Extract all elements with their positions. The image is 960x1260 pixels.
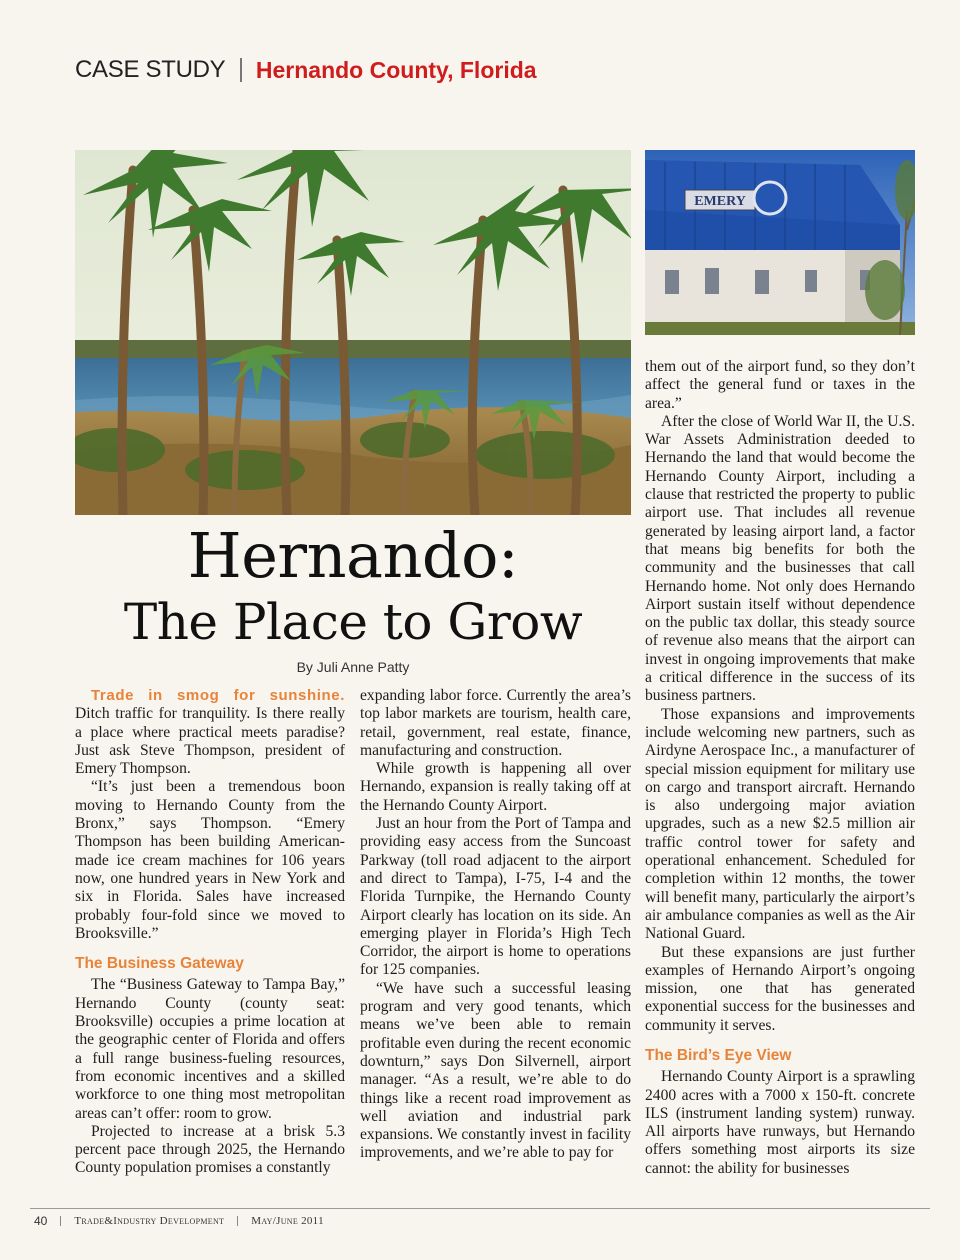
paragraph [75,687,345,778]
paragraph: them out of the airport fund, so they don’t affect the general fund or taxes in the area.” [645,358,915,412]
paragraph: But these expansions are just further examples of Hernando Airport’s ongoing mission, one that has generated exponential success for the businesses and community it serves. [645,943,915,1034]
article-title [75,520,631,652]
paragraph: “We have such a successful leasing program and very good tenants, which means we’ve been able to remain profitable even during the recent economic downturn,” says Don Silvernell, airport manager. “As a result, we’re able to do things like a recent road improvement as well aviation and industrial park expansions. We constantly invest in facility improvements, and we’re able to pay for [360,979,631,1162]
magazine-name: Trade&Industry Development [74,1215,225,1227]
subheading: The Bird’s Eye View [645,1046,792,1064]
paragraph-text: Ditch traffic for tranquility. Is there really a place where practical meets paradise? Just ask Steve Thompson, president of Emery Thompson. [75,705,345,778]
section-label: CASE STUDY [75,56,226,83]
header-divider [240,58,242,82]
building-sign-text: EMERY [694,194,746,209]
palm-trees-photo [75,150,631,515]
footer-separator [237,1216,238,1226]
paragraph: While growth is happening all over Hernando, expansion is really taking off at the Hernando County Airport. [360,760,631,814]
title-line-2: The Place to Grow [123,593,583,651]
paragraph: Projected to increase at a brisk 5.3 percent pace through 2025, the Hernando County population promises a constantly [75,1122,345,1177]
page-footer [34,1214,324,1228]
page-header [75,54,537,86]
article-column-1 [75,687,345,1178]
byline: By Juli Anne Patty [296,659,410,675]
paragraph: “It’s just been a tremendous boon moving to Hernando County from the Bronx,” says Thompson. “Emery Thompson has been building American-made ice cream machines for 106 years now, one hundred years in New York and six in Florida. Sales have increased probably four-fold since we moved to Brooksville.” [75,778,345,942]
footer-divider [30,1208,930,1209]
lead-in: Trade in smog for sunshine. [91,687,345,704]
location-label: Hernando County, Florida [255,56,537,83]
footer-separator [60,1216,61,1226]
issue-date: May/June 2011 [251,1215,324,1227]
article-column-2 [360,687,631,1163]
subheading: The Business Gateway [75,955,244,973]
title-line-1: Hernando: [187,519,519,592]
paragraph: After the close of World War II, the U.S. War Assets Administration deeded to Hernando the land that would become the Hernando County Airport, including a clause that restricted the property to public airport use. That includes all revenue generated by leasing airport land, a factor that means big benefits for both the community and the businesses that call Hernando home. Not only does Hernando Airport sustain itself without dependence on the public tax dollar, this steady source of revenue also means that the airport can invest in ongoing improvements that make a critical difference in the success of its business partners. [645,412,915,705]
paragraph: Those expansions and improvements include welcoming new partners, such as Airdyne Aerospace Inc., a manufacturer of special mission equipment for military use on cargo and transport aircraft. Hernando is also undergoing major aviation upgrades, such as a new $2.5 million air traffic control tower for safety and operational enhancement. Scheduled for completion within 12 months, the tower will benefit many, particularly the airport’s air ambulance companies as well as the Air National Guard. [645,705,915,943]
paragraph: The “Business Gateway to Tampa Bay,” Hernando County (county seat: Brooksville) occupies a prime location at the geographic center of Florida and offers a full range business-fueling resources, from economic incentives and a skilled workforce to one thing most metropolitan areas can’t offer: room to grow. [75,976,345,1122]
paragraph: expanding labor force. Currently the area’s top labor markets are tourism, health care, retail, government, real estate, finance, manufacturing and construction. [360,687,631,759]
paragraph: Just an hour from the Port of Tampa and providing easy access from the Suncoast Parkway (toll road adjacent to the airport and direct to Tampa), I-75, I-4 and the Florida Turnpike, the Hernando County Airport clearly has location on its side. An emerging player in Florida’s High Tech Corridor, the airport is home to operations for 125 companies. [360,815,631,979]
article-column-3 [645,358,915,1178]
page-number: 40 [34,1214,48,1228]
paragraph: Hernando County Airport is a sprawling 2400 acres with a 7000 x 150-ft. concrete ILS (instrument landing system) runway. All airports have runways, but Hernando offers something most airports its size cannot: the ability for businesses [645,1068,915,1177]
emery-building-photo [645,150,915,335]
